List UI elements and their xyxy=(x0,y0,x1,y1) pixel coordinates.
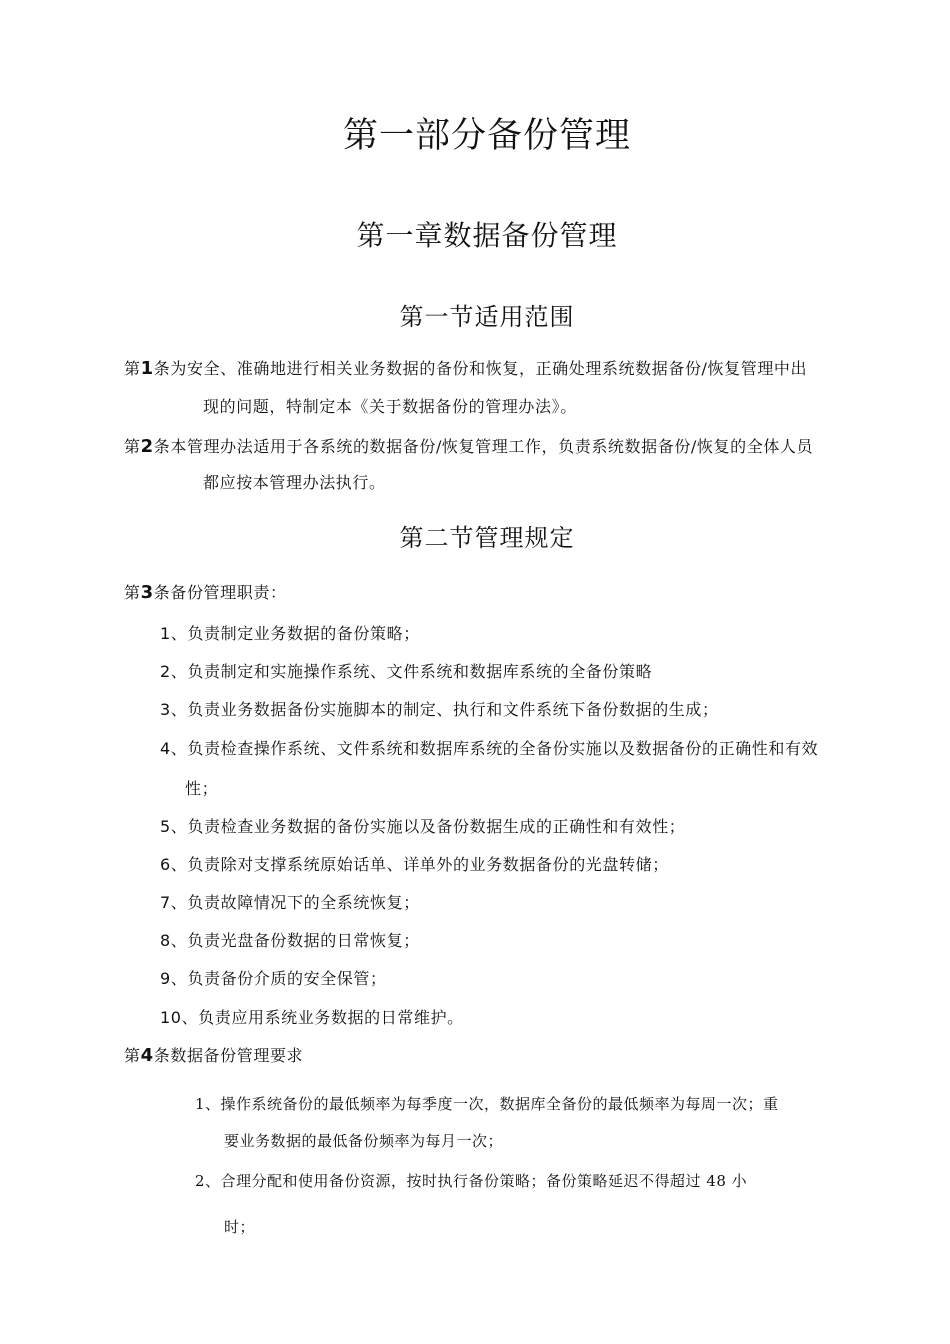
list-item-sep: 、 xyxy=(170,817,188,836)
article-prefix: 第 xyxy=(124,437,141,456)
section-title-scope: 第一节适用范围 xyxy=(399,303,575,331)
sub-item xyxy=(195,1170,747,1191)
list-item-text: 负责故障情况下的全系统恢复； xyxy=(187,893,420,912)
article-prefix: 第 xyxy=(124,583,141,602)
article-suffix: 条 xyxy=(153,359,171,378)
article-1-line2: 现的问题，特制定本《关于数据备份的管理办法》。 xyxy=(203,397,577,416)
sub-item-text: 合理分配和使用备份资源，按时执行备份策略；备份策略延迟不得超过 48 小 xyxy=(220,1172,748,1190)
article-2-line2: 都应按本管理办法执行。 xyxy=(203,473,386,492)
list-item xyxy=(160,736,818,759)
list-item-text: 负责检查操作系统、文件系统和数据库系统的全备份实施以及数据备份的正确性和有效 xyxy=(187,739,819,758)
chapter-title: 第一章数据备份管理 xyxy=(356,219,618,252)
list-item-text: 负责除对支撑系统原始话单、详单外的业务数据备份的光盘转储； xyxy=(187,855,669,874)
list-item-number: 2 xyxy=(160,662,171,681)
list-item-continuation: 性； xyxy=(185,779,219,798)
list-item xyxy=(160,928,420,951)
list-item-sep: 、 xyxy=(181,1008,199,1027)
list-item-sep: 、 xyxy=(170,931,188,950)
article-prefix: 第 xyxy=(124,359,141,378)
list-item xyxy=(160,697,719,720)
list-item-sep: 、 xyxy=(170,739,188,758)
article-suffix: 条 xyxy=(153,583,171,602)
article-2-line1 xyxy=(124,434,813,457)
list-item xyxy=(160,890,420,913)
sub-item-label: 2、 xyxy=(195,1172,221,1190)
list-item-sep: 、 xyxy=(170,700,188,719)
sub-item-continuation: 时； xyxy=(224,1218,256,1236)
sub-item-label: 1、 xyxy=(195,1095,221,1113)
article-3-heading xyxy=(124,580,287,603)
article-suffix: 条 xyxy=(153,437,171,456)
list-item-number: 1 xyxy=(160,624,171,643)
sub-item-continuation: 要业务数据的最低备份频率为每月一次； xyxy=(224,1132,504,1150)
section-title-rules: 第二节管理规定 xyxy=(399,524,575,552)
list-item xyxy=(160,966,387,989)
list-item-number: 9 xyxy=(160,969,171,988)
list-item-text: 负责制定业务数据的备份策略； xyxy=(187,624,420,643)
sub-item-text: 操作系统备份的最低频率为每季度一次，数据库全备份的最低频率为每周一次；重 xyxy=(220,1095,779,1113)
list-item-number: 10 xyxy=(160,1008,182,1027)
list-item-number: 8 xyxy=(160,931,171,950)
article-1-line1 xyxy=(124,356,807,379)
list-item-text: 负责应用系统业务数据的日常维护。 xyxy=(198,1008,464,1027)
article-suffix: 条 xyxy=(153,1046,171,1065)
list-item xyxy=(160,814,685,837)
article-number: 3 xyxy=(140,582,154,603)
list-item-text: 负责检查业务数据的备份实施以及备份数据生成的正确性和有效性； xyxy=(187,817,686,836)
article-text: 本管理办法适用于各系统的数据备份/恢复管理工作，负责系统数据备份/恢复的全体人员 xyxy=(170,437,814,456)
list-item-number: 4 xyxy=(160,739,171,758)
list-item-sep: 、 xyxy=(170,969,188,988)
list-item-sep: 、 xyxy=(170,624,188,643)
article-text: 备份管理职责： xyxy=(170,583,287,602)
list-item-text: 负责业务数据备份实施脚本的制定、执行和文件系统下备份数据的生成； xyxy=(187,700,719,719)
list-item-number: 6 xyxy=(160,855,171,874)
part-title: 第一部分备份管理 xyxy=(342,116,631,156)
list-item-sep: 、 xyxy=(170,893,188,912)
sub-item xyxy=(195,1093,779,1114)
article-prefix: 第 xyxy=(124,1046,141,1065)
list-item-text: 负责制定和实施操作系统、文件系统和数据库系统的全备份策略 xyxy=(187,662,653,681)
list-item-number: 5 xyxy=(160,817,171,836)
list-item-number: 3 xyxy=(160,700,171,719)
list-item-text: 负责备份介质的安全保管； xyxy=(187,969,387,988)
article-4-heading xyxy=(124,1043,303,1066)
list-item-text: 负责光盘备份数据的日常恢复； xyxy=(187,931,420,950)
list-item xyxy=(160,852,669,875)
list-item xyxy=(160,621,420,644)
list-item-sep: 、 xyxy=(170,855,188,874)
list-item-number: 7 xyxy=(160,893,171,912)
list-item xyxy=(160,1005,464,1028)
article-text: 为安全、准确地进行相关业务数据的备份和恢复，正确处理系统数据备份/恢复管理中出 xyxy=(170,359,808,378)
article-number: 4 xyxy=(140,1045,154,1066)
article-text: 数据备份管理要求 xyxy=(170,1046,304,1065)
article-number: 2 xyxy=(140,436,154,457)
list-item-sep: 、 xyxy=(170,662,188,681)
article-number: 1 xyxy=(140,358,154,379)
list-item xyxy=(160,659,652,682)
